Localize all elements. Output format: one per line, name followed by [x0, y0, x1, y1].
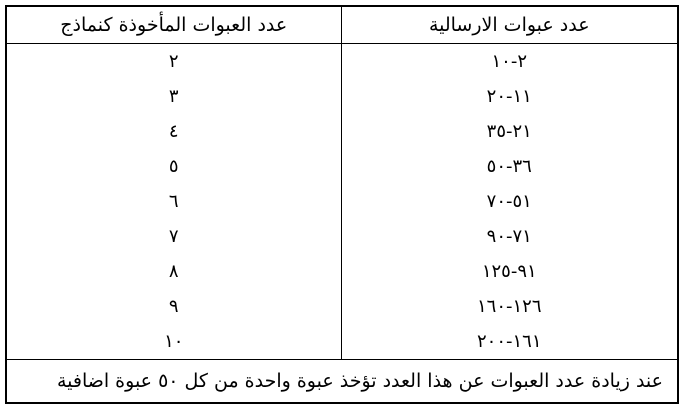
consignment-range-cell: ٢١-٣٥: [341, 114, 678, 149]
consignment-range-cell: ٩١-١٢٥: [341, 254, 678, 289]
samples-count-cell: ٧: [168, 226, 179, 247]
consignment-range-cell: ١٦١-٢٠٠: [341, 324, 678, 360]
samples-count-cell: ٨: [168, 261, 179, 282]
footer-row: [6, 360, 678, 404]
table-row: [6, 114, 678, 149]
consignment-range-cell: ١١-٢٠: [341, 79, 678, 114]
consignment-range-cell: ٣٦-٥٠: [341, 149, 678, 184]
samples-count-cell: ٣: [168, 86, 179, 107]
table-row: [6, 324, 678, 360]
consignment-column-header: عدد عبوات الارسالية: [341, 6, 678, 44]
table-row: [6, 184, 678, 219]
samples-count-cell: ٢: [168, 51, 179, 72]
samples-count-cell: ١٠: [164, 331, 184, 352]
header-row: [6, 6, 678, 44]
consignment-range-cell: ١٢٦-١٦٠: [341, 289, 678, 324]
samples-count-cell: ٦: [168, 191, 179, 212]
table-row: [6, 149, 678, 184]
consignment-range-cell: ٢-١٠: [341, 44, 678, 80]
footer-note: عند زيادة عدد العبوات عن هذا العدد تؤخذ عبوة واحدة من كل ٥٠ عبوة اضافية: [6, 360, 678, 404]
table-row: [6, 79, 678, 114]
samples-count-cell: ٥: [168, 156, 179, 177]
sampling-table: [5, 5, 679, 404]
consignment-range-cell: ٧١-٩٠: [341, 219, 678, 254]
table-row: [6, 254, 678, 289]
samples-count-cell: ٤: [168, 121, 179, 142]
table-row: [6, 44, 678, 80]
table-row: [6, 219, 678, 254]
samples-count-cell: ٩: [168, 296, 179, 317]
table-row: [6, 289, 678, 324]
samples-column-header: عدد العبوات المأخوذة كنماذج: [6, 6, 341, 44]
consignment-range-cell: ٥١-٧٠: [341, 184, 678, 219]
